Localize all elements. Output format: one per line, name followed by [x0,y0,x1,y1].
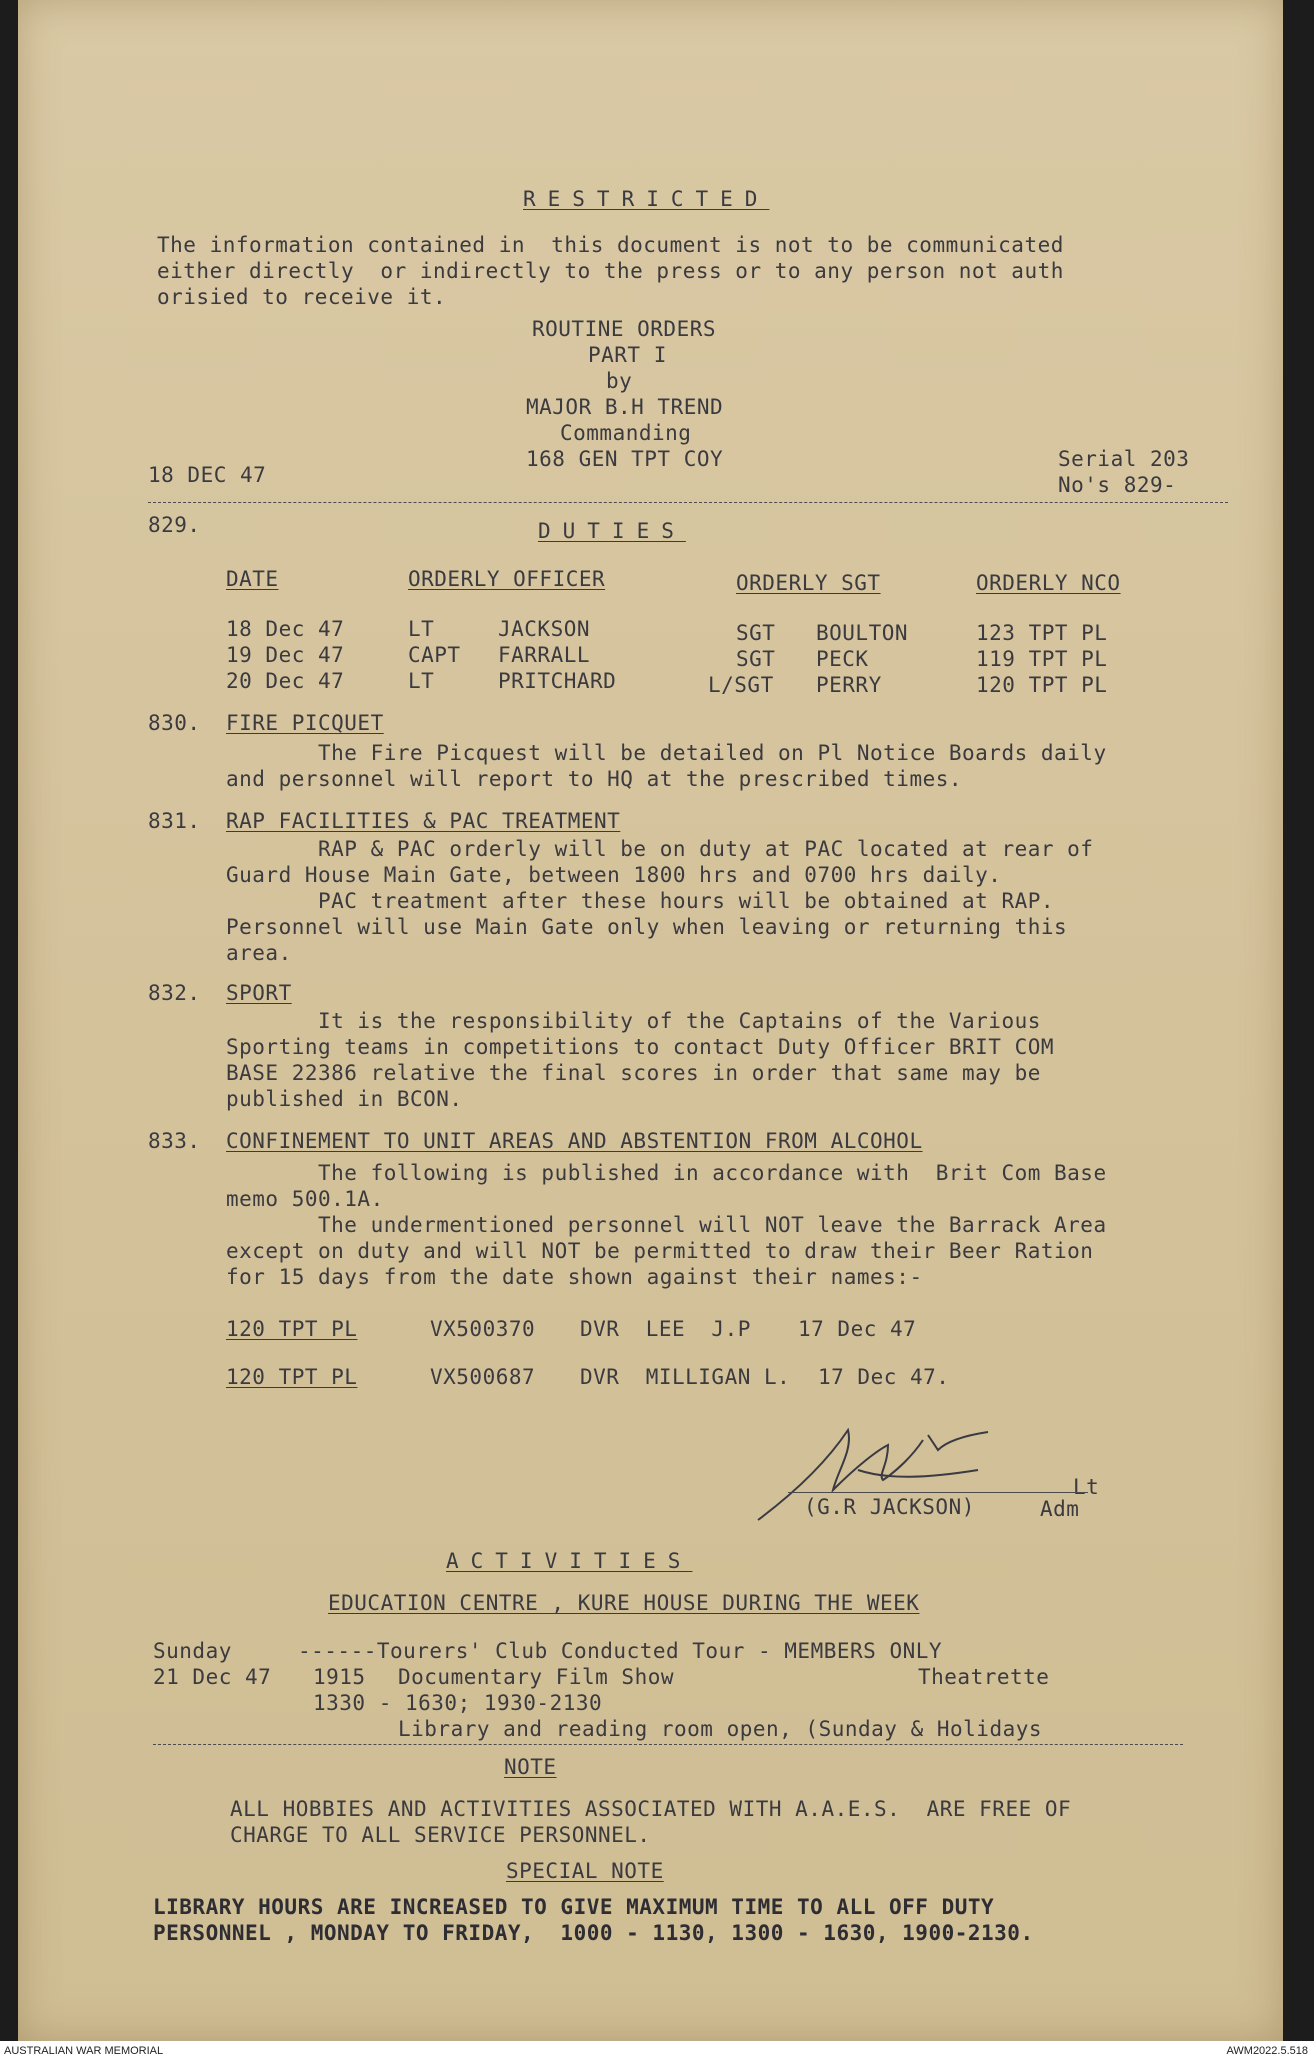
row-rank: CAPT [408,643,461,667]
signature-appointment: Adm [1040,1497,1080,1521]
title-commanding: Commanding [560,421,692,445]
item-line: published in BCON. [226,1087,463,1111]
note-heading: NOTE [504,1755,557,1779]
row-nco: 123 TPT PL [976,621,1108,645]
row-nco: 120 TPT PL [976,673,1108,697]
activities-date: 21 Dec 47 [153,1665,272,1689]
item-line: BASE 22386 relative the final scores in order that same may be [226,1061,1041,1085]
notice-line-2: either directly or indirectly to the press or to any person not auth [157,259,1064,283]
title-routine-orders: ROUTINE ORDERS [532,317,717,341]
activity-film-times: 1330 - 1630; 1930-2130 [313,1691,603,1715]
signature-line [788,1492,1088,1493]
title-unit: 168 GEN TPT COY [526,447,724,471]
header-divider [148,502,1228,503]
title-by: by [606,369,633,393]
footer-accession: AWM2022.5.518 [1226,2045,1308,2057]
item-line: and personnel will report to HQ at the prescribed times. [226,767,963,791]
item-heading: FIRE PICQUET [226,711,384,735]
item-line: RAP & PAC orderly will be on duty at PAC located at rear of [226,837,1094,861]
document-page [18,0,1283,2041]
col-orderly-sgt: ORDERLY SGT [736,571,881,595]
personnel-name: DVR MILLIGAN L. [580,1365,791,1389]
item-number: 830. [148,711,201,735]
row-nco: 119 TPT PL [976,647,1108,671]
row-rank: LT [408,669,435,693]
item-line: The following is published in accordance with Brit Com Base [226,1161,1107,1185]
note-line-2: CHARGE TO ALL SERVICE PERSONNEL. [230,1823,651,1847]
item-number: 833. [148,1129,201,1153]
order-date: 18 DEC 47 [148,463,267,487]
order-numbers: No's 829- [1058,473,1177,497]
row-rank: LT [408,617,435,641]
item-heading: SPORT [226,981,292,1005]
serial-number: Serial 203 [1058,447,1190,471]
activity-library: Library and reading room open, (Sunday & Holidays [398,1717,1043,1741]
personnel-name: DVR LEE J.P [580,1317,751,1341]
item-line: The Fire Picquest will be detailed on Pl Notice Boards daily [226,741,1107,765]
row-sgt-rank: SGT [736,647,776,671]
signature-name: (G.R JACKSON) [804,1495,975,1519]
row-sgt-rank: SGT [736,621,776,645]
item-line: Personnel will use Main Gate only when leaving or returning this [226,915,1068,939]
special-note-heading: SPECIAL NOTE [506,1859,664,1883]
row-sgt: BOULTON [816,621,909,645]
title-commander: MAJOR B.H TREND [526,395,724,419]
item-line: It is the responsibility of the Captains of the Various [226,1009,1041,1033]
row-date: 18 Dec 47 [226,617,345,641]
item-number: 832. [148,981,201,1005]
signature-rank: Lt [1073,1475,1100,1499]
personnel-number: VX500687 [430,1365,536,1389]
activities-divider [153,1744,1183,1745]
footer-source: AUSTRALIAN WAR MEMORIAL [4,2045,164,2057]
item-line: for 15 days from the date shown against their names:- [226,1265,923,1289]
col-orderly-nco: ORDERLY NCO [976,571,1121,595]
activities-day: Sunday [153,1639,232,1663]
row-officer: FARRALL [498,643,591,667]
special-note-line-1: LIBRARY HOURS ARE INCREASED TO GIVE MAXIMUM TIME TO ALL OFF DUTY [153,1895,995,1919]
row-sgt: PECK [816,647,869,671]
item-line: PAC treatment after these hours will be obtained at RAP. [226,889,1055,913]
item-number: 831. [148,809,201,833]
personnel-date: 17 Dec 47 [798,1317,917,1341]
activity-tour: ------Tourers' Club Conducted Tour - MEMBERS ONLY [298,1639,943,1663]
title-part: PART I [588,343,667,367]
row-date: 20 Dec 47 [226,669,345,693]
col-date: DATE [226,567,279,591]
activities-subheading: EDUCATION CENTRE , KURE HOUSE DURING THE WEEK [328,1591,920,1615]
row-officer: JACKSON [498,617,591,641]
personnel-number: VX500370 [430,1317,536,1341]
item-line: Sporting teams in competitions to contact Duty Officer BRIT COM [226,1035,1055,1059]
item-line: memo 500.1A. [226,1187,384,1211]
activity-time-1915: 1915 [313,1665,366,1689]
row-officer: PRITCHARD [498,669,617,693]
row-sgt: PERRY [816,673,882,697]
notice-line-3: orisied to receive it. [157,285,447,309]
item-line: The undermentioned personnel will NOT leave the Barrack Area [226,1213,1107,1237]
item-heading: RAP FACILITIES & PAC TREATMENT [226,809,621,833]
item-line: area. [226,941,292,965]
item-heading: CONFINEMENT TO UNIT AREAS AND ABSTENTION FROM ALCOHOL [226,1129,923,1153]
personnel-unit: 120 TPT PL [226,1317,358,1341]
duties-heading: DUTIES [538,519,686,543]
activity-film-show: Documentary Film Show [398,1665,675,1689]
row-sgt-rank: L/SGT [708,673,774,697]
activity-venue: Theatrette [918,1665,1050,1689]
personnel-unit: 120 TPT PL [226,1365,358,1389]
notice-line-1: The information contained in this document is not to be communicated [157,233,1064,257]
col-orderly-officer: ORDERLY OFFICER [408,567,606,591]
item-line: Guard House Main Gate, between 1800 hrs and 0700 hrs daily. [226,863,1002,887]
special-note-line-2: PERSONNEL , MONDAY TO FRIDAY, 1000 - 1130, 1300 - 1630, 1900-2130. [153,1921,1034,1945]
footer-bar [0,2041,1314,2061]
item-line: except on duty and will NOT be permitted to draw their Beer Ration [226,1239,1094,1263]
note-line-1: ALL HOBBIES AND ACTIVITIES ASSOCIATED WITH A.A.E.S. ARE FREE OF [230,1797,1072,1821]
activities-heading: ACTIVITIES [446,1549,693,1573]
personnel-date: 17 Dec 47. [818,1365,950,1389]
row-date: 19 Dec 47 [226,643,345,667]
restricted-heading: RESTRICTED [523,187,770,211]
duties-number: 829. [148,513,201,537]
